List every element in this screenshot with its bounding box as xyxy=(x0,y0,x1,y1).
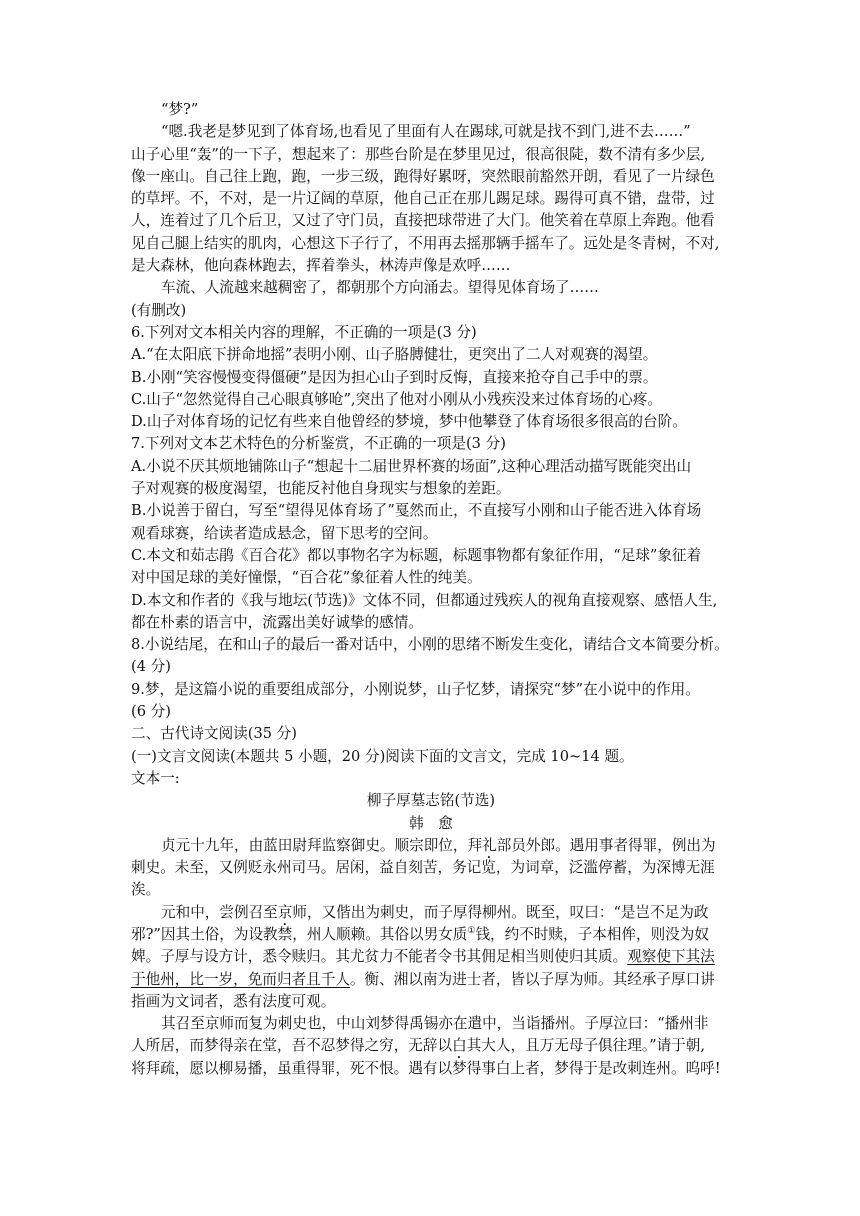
story-line: 是大森林，他向森林跑去，挥着拳头，林涛声像是欢呼…… xyxy=(131,257,511,275)
question-8-score: (4 分) xyxy=(131,658,171,676)
question-7-option-c-cont: 对中国足球的美好憧憬，“百合花”象征着人性的纯美。 xyxy=(131,569,482,587)
document-body xyxy=(131,99,731,1080)
question-7-stem: 7.下列对文本艺术特色的分析鉴赏，不正确的一项是(3 分) xyxy=(131,435,506,453)
source-note: (有删改) xyxy=(131,301,187,319)
question-7-option-d: D.本文和作者的《我与地坛(节选)》文体不同，但都通过残疾人的视角直接观察、感悟人生, xyxy=(131,591,718,609)
question-7-option-b: B.小说善于留白，写至“望得见体育场了”戛然而止，不直接写小刚和山子能否进入体育场 xyxy=(131,502,702,520)
story-line: “梦?” xyxy=(161,101,199,118)
classical-line: 邪?”因其土俗，为设教禁，州人顺赖。其俗以男女质①钱，约不时赎，子本相侔，则没为奴 xyxy=(131,925,709,943)
classical-line: 其召至京师而复为刺史也，中山刘梦得禹锡亦在遣中，当诣播州。子厚泣曰：“播州非 xyxy=(161,1015,709,1033)
section-heading: 二、古代诗文阅读(35 分) xyxy=(131,725,297,743)
essay-author: 韩 愈 xyxy=(409,814,453,832)
text-label: 文本一: xyxy=(131,769,180,787)
story-line: 见自己腿上结实的肌肉，心想这下子行了，不用再去摇那辆手摇车了。远处是冬青树，不对, xyxy=(131,234,720,252)
question-6-option-b: B.小刚“笑容慢慢变得僵硬”是因为担心山子到时反悔，直接来抢夺自己手中的票。 xyxy=(131,368,658,386)
classical-line: 元和中，尝例召至京师，又偕出为刺史，而子厚得柳州。既至，叹曰：“是岂不足为政 xyxy=(161,903,709,921)
story-line: “嗯.我老是梦见到了体育场,也看见了里面有人在踢球,可就是找不到门,进不去……” xyxy=(161,123,691,141)
question-6-option-a: A.“在太阳底下拼命地摇”表明小刚、山子胳膊健壮，更突出了二人对观赛的渴望。 xyxy=(131,346,658,364)
question-7-option-a: A.小说不厌其烦地铺陈山子“想起十二届世界杯赛的场面”,这种心理活动描写既能突出山 xyxy=(131,457,692,475)
story-line: 山子心里“轰”的一下子，想起来了：那些台阶是在梦里见过，很高很陡，数不清有多少层, xyxy=(131,145,706,163)
essay-title: 柳子厚墓志铭(节选) xyxy=(366,792,496,810)
emphasis-char: 京 xyxy=(277,903,293,921)
story-line: 人，连着过了几个后卫，又过了守门员，直接把球带进了大门。他笑着在草原上奔跑。他看 xyxy=(131,212,715,230)
question-6-option-c: C.山子“忽然觉得自己心眼真够呛”,突出了他对小刚从小残疾没来过体育场的心疼。 xyxy=(131,390,663,408)
classical-line: 贞元十九年，由蓝田尉拜监察御史。顺宗即位，拜礼部员外郎。遇用事者得罪，例出为 xyxy=(161,836,716,854)
question-9-score: (6 分) xyxy=(131,703,171,721)
question-7-option-a-cont: 子对观赛的极度渴望，也能反衬他自身现实与想象的差距。 xyxy=(131,480,511,498)
classical-line: 婢。子厚与设方计，悉令赎归。其尤贫力不能者令书其佣足相当则使归其质。观察使下其法 xyxy=(131,948,715,966)
question-7-option-c: C.本文和茹志鹃《百合花》都以事物名字为标题，标题事物都有象征作用，“足球”象征着 xyxy=(131,546,702,564)
classical-line: 刺史。未至，又例贬永州司马。居闲，益自刻苦，务记览，为词章，泛滥停蓄，为深博无涯 xyxy=(131,859,715,877)
story-line: 的草坪。不，不对，是一片辽阔的草原，他自己正在那儿踢足球。踢得可真不错，盘带，过 xyxy=(131,190,715,208)
footnote-marker: ① xyxy=(467,926,476,937)
classical-line: 于他州，比一岁，免而归者且千人。衡、湘以南为进士者，皆以子厚为师。其经承子厚口讲 xyxy=(131,970,715,988)
emphasis-char: 白 xyxy=(452,1037,467,1055)
question-9: 9.梦，是这篇小说的重要组成部分，小刚说梦，山子忆梦，请探究“梦”在小说中的作用。 xyxy=(131,680,700,698)
classical-line: 将拜疏，愿以柳易播，虽重得罪，死不恨。遇有以梦得事白上者，梦得于是改刺连州。呜呼! xyxy=(131,1059,721,1077)
story-line: 车流、人流越来越稠密了，都朝那个方向涌去。望得见体育场了…… xyxy=(161,279,599,297)
underlined-sentence: 于他州，比一岁，免而归者且千人 xyxy=(131,970,350,988)
classical-line: 指画为文词者，悉有法度可观。 xyxy=(131,992,336,1010)
question-7-option-d-cont: 都在朴素的语言中，流露出美好诚挚的感情。 xyxy=(131,613,423,631)
underlined-sentence: 观察使下其法 xyxy=(627,948,715,966)
classical-line: 涘。 xyxy=(131,881,161,899)
question-7-option-b-cont: 观看球赛，给读者造成悬念，留下思考的空间。 xyxy=(131,524,438,542)
story-line: 像一座山。自己往上跑，跑，一步三级，跑得好累呀，突然眼前豁然开朗，看见了一片绿色 xyxy=(131,167,715,185)
question-8: 8.小说结尾，在和山子的最后一番对话中，小刚的思绪不断发生变化，请结合文本简要分析。 xyxy=(131,636,729,654)
emphasis-char: 礼 xyxy=(482,836,497,854)
subsection-instructions: (一)文言文阅读(本题共 5 小题，20 分)阅读下面的文言文，完成 10~14 题。 xyxy=(131,747,634,765)
question-6-option-d: D.山子对体育场的记忆有些来自他曾经的梦境，梦中他攀登了体育场很多很高的台阶。 xyxy=(131,413,687,431)
classical-line: 人所居，而梦得亲在堂，吾不忍梦得之穷，无辞以白其大人，且万无母子俱往理。”请于朝, xyxy=(131,1037,705,1055)
question-6-stem: 6.下列对文本相关内容的理解，不正确的一项是(3 分) xyxy=(131,323,477,341)
